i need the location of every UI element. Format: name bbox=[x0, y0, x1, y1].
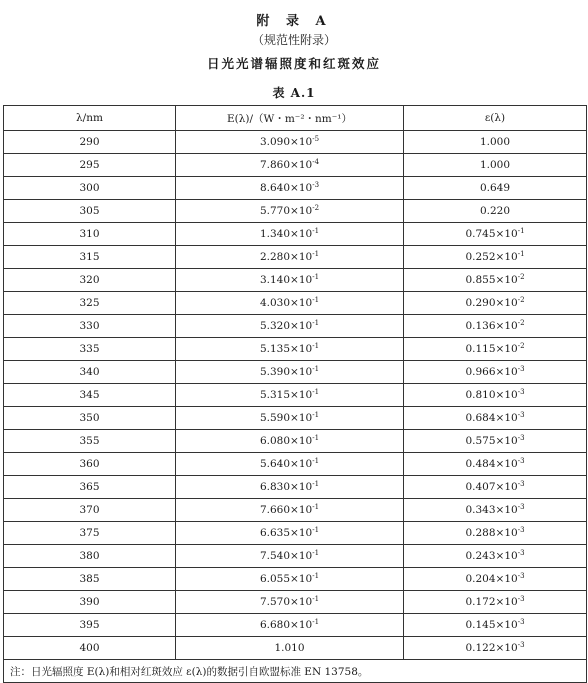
cell-erythema bbox=[404, 637, 587, 660]
table-row bbox=[4, 223, 587, 246]
mantissa: 7.860 bbox=[259, 159, 291, 171]
cell-irradiance bbox=[176, 568, 404, 591]
mantissa: 0.172 bbox=[465, 596, 496, 608]
exponent: -1 bbox=[312, 227, 320, 235]
exponent: -1 bbox=[517, 227, 525, 235]
col-header-irradiance: E(λ)/（W・m⁻²・nm⁻¹） bbox=[176, 106, 404, 131]
exponent: -1 bbox=[312, 434, 320, 442]
mantissa: 0.122 bbox=[465, 642, 496, 654]
table-row bbox=[4, 407, 587, 430]
spectral-table bbox=[3, 105, 587, 683]
times-ten: ×10 bbox=[495, 389, 518, 401]
times-ten: ×10 bbox=[290, 228, 313, 240]
times-ten: ×10 bbox=[495, 274, 518, 286]
mantissa: 5.315 bbox=[259, 389, 291, 401]
cell-lambda: 300 bbox=[4, 177, 176, 200]
table-row bbox=[4, 522, 587, 545]
times-ten: ×10 bbox=[290, 619, 313, 631]
cell-irradiance bbox=[176, 269, 404, 292]
mantissa: 0.288 bbox=[465, 527, 496, 539]
times-ten: ×10 bbox=[290, 182, 313, 194]
cell-irradiance bbox=[176, 338, 404, 361]
table-row bbox=[4, 476, 587, 499]
exponent: -3 bbox=[517, 618, 525, 626]
exponent: -3 bbox=[517, 503, 525, 511]
cell-irradiance bbox=[176, 315, 404, 338]
cell-lambda: 310 bbox=[4, 223, 176, 246]
exponent: -3 bbox=[517, 549, 525, 557]
times-ten: ×10 bbox=[290, 596, 313, 608]
exponent: -3 bbox=[517, 411, 525, 419]
exponent: -3 bbox=[517, 480, 525, 488]
times-ten: ×10 bbox=[290, 320, 313, 332]
exponent: -3 bbox=[517, 641, 525, 649]
times-ten: ×10 bbox=[290, 458, 313, 470]
cell-erythema bbox=[404, 545, 587, 568]
mantissa: 1.000 bbox=[479, 159, 511, 171]
cell-irradiance bbox=[176, 499, 404, 522]
appendix-type: （规范性附录） bbox=[251, 33, 336, 47]
mantissa: 0.145 bbox=[465, 619, 496, 631]
mantissa: 5.770 bbox=[259, 205, 291, 217]
exponent: -1 bbox=[312, 480, 320, 488]
mantissa: 5.640 bbox=[259, 458, 291, 470]
times-ten: ×10 bbox=[290, 481, 313, 493]
times-ten: ×10 bbox=[495, 527, 518, 539]
times-ten: ×10 bbox=[290, 504, 313, 516]
exponent: -1 bbox=[312, 296, 320, 304]
exponent: -3 bbox=[517, 457, 525, 465]
cell-irradiance bbox=[176, 545, 404, 568]
exponent: -1 bbox=[312, 319, 320, 327]
cell-lambda: 325 bbox=[4, 292, 176, 315]
exponent: -3 bbox=[517, 365, 525, 373]
cell-irradiance bbox=[176, 384, 404, 407]
times-ten: ×10 bbox=[495, 596, 518, 608]
cell-irradiance bbox=[176, 614, 404, 637]
mantissa: 3.140 bbox=[259, 274, 291, 286]
times-ten: ×10 bbox=[290, 550, 313, 562]
mantissa: 0.575 bbox=[465, 435, 496, 447]
times-ten: ×10 bbox=[495, 228, 518, 240]
cell-irradiance bbox=[176, 200, 404, 223]
mantissa: 6.680 bbox=[259, 619, 291, 631]
cell-erythema bbox=[404, 177, 587, 200]
cell-erythema bbox=[404, 591, 587, 614]
col-header-lambda: λ/nm bbox=[4, 106, 176, 131]
times-ten: ×10 bbox=[495, 642, 518, 654]
table-row bbox=[4, 200, 587, 223]
cell-irradiance bbox=[176, 361, 404, 384]
table-caption: 表 A.1 bbox=[272, 86, 316, 100]
exponent: -1 bbox=[312, 342, 320, 350]
table-note: 注：日光辐照度 E(λ)和相对红斑效应 ε(λ)的数据引自欧盟标准 EN 13758。 bbox=[4, 660, 587, 683]
table-row bbox=[4, 292, 587, 315]
cell-lambda: 395 bbox=[4, 614, 176, 637]
exponent: -5 bbox=[312, 135, 320, 143]
col-header-erythema: ε(λ) bbox=[404, 106, 587, 131]
mantissa: 0.966 bbox=[465, 366, 496, 378]
times-ten: ×10 bbox=[495, 619, 518, 631]
table-row bbox=[4, 361, 587, 384]
table-row bbox=[4, 131, 587, 154]
mantissa: 0.810 bbox=[465, 389, 496, 401]
exponent: -1 bbox=[312, 526, 320, 534]
cell-erythema bbox=[404, 246, 587, 269]
cell-lambda: 380 bbox=[4, 545, 176, 568]
times-ten: ×10 bbox=[290, 389, 313, 401]
mantissa: 1.010 bbox=[274, 642, 305, 654]
cell-erythema bbox=[404, 568, 587, 591]
cell-lambda: 305 bbox=[4, 200, 176, 223]
times-ten: ×10 bbox=[290, 412, 313, 424]
cell-erythema bbox=[404, 131, 587, 154]
mantissa: 6.080 bbox=[259, 435, 291, 447]
cell-lambda: 320 bbox=[4, 269, 176, 292]
exponent: -1 bbox=[312, 411, 320, 419]
mantissa: 7.540 bbox=[259, 550, 291, 562]
cell-lambda: 360 bbox=[4, 453, 176, 476]
cell-lambda: 340 bbox=[4, 361, 176, 384]
mantissa: 0.136 bbox=[465, 320, 496, 332]
table-row bbox=[4, 246, 587, 269]
exponent: -2 bbox=[517, 319, 525, 327]
exponent: -1 bbox=[312, 503, 320, 511]
cell-erythema bbox=[404, 407, 587, 430]
times-ten: ×10 bbox=[495, 458, 518, 470]
cell-erythema bbox=[404, 223, 587, 246]
exponent: -1 bbox=[312, 273, 320, 281]
table-header-row bbox=[4, 106, 587, 131]
exponent: -1 bbox=[312, 365, 320, 373]
cell-erythema bbox=[404, 315, 587, 338]
exponent: -3 bbox=[517, 572, 525, 580]
cell-irradiance bbox=[176, 131, 404, 154]
cell-irradiance bbox=[176, 407, 404, 430]
times-ten: ×10 bbox=[290, 205, 313, 217]
mantissa: 6.055 bbox=[259, 573, 291, 585]
cell-irradiance bbox=[176, 154, 404, 177]
exponent: -1 bbox=[312, 457, 320, 465]
exponent: -2 bbox=[517, 273, 525, 281]
table-row bbox=[4, 338, 587, 361]
cell-erythema bbox=[404, 614, 587, 637]
exponent: -1 bbox=[517, 250, 525, 258]
mantissa: 0.290 bbox=[465, 297, 496, 309]
cell-erythema bbox=[404, 499, 587, 522]
mantissa: 3.090 bbox=[259, 136, 291, 148]
mantissa: 0.407 bbox=[465, 481, 496, 493]
cell-erythema bbox=[404, 292, 587, 315]
cell-lambda: 390 bbox=[4, 591, 176, 614]
cell-erythema bbox=[404, 453, 587, 476]
mantissa: 0.343 bbox=[465, 504, 496, 516]
table-row bbox=[4, 154, 587, 177]
exponent: -2 bbox=[517, 296, 525, 304]
mantissa: 4.030 bbox=[259, 297, 291, 309]
table-row bbox=[4, 545, 587, 568]
cell-lambda: 375 bbox=[4, 522, 176, 545]
mantissa: 8.640 bbox=[259, 182, 291, 194]
exponent: -3 bbox=[517, 595, 525, 603]
mantissa: 6.635 bbox=[259, 527, 291, 539]
mantissa: 0.649 bbox=[479, 182, 511, 194]
mantissa: 0.220 bbox=[479, 205, 511, 217]
table-row bbox=[4, 315, 587, 338]
table-row bbox=[4, 269, 587, 292]
table-row bbox=[4, 177, 587, 200]
times-ten: ×10 bbox=[290, 435, 313, 447]
exponent: -1 bbox=[312, 572, 320, 580]
exponent: -3 bbox=[312, 181, 320, 189]
exponent: -4 bbox=[312, 158, 320, 166]
exponent: -1 bbox=[312, 388, 320, 396]
cell-erythema bbox=[404, 476, 587, 499]
cell-erythema bbox=[404, 361, 587, 384]
cell-irradiance bbox=[176, 476, 404, 499]
exponent: -1 bbox=[312, 618, 320, 626]
cell-erythema bbox=[404, 384, 587, 407]
table-row bbox=[4, 637, 587, 660]
cell-lambda: 370 bbox=[4, 499, 176, 522]
times-ten: ×10 bbox=[495, 320, 518, 332]
times-ten: ×10 bbox=[495, 504, 518, 516]
mantissa: 1.340 bbox=[259, 228, 291, 240]
times-ten: ×10 bbox=[495, 366, 518, 378]
mantissa: 5.590 bbox=[259, 412, 291, 424]
exponent: -3 bbox=[517, 434, 525, 442]
table-row bbox=[4, 430, 587, 453]
times-ten: ×10 bbox=[290, 251, 313, 263]
cell-erythema bbox=[404, 200, 587, 223]
times-ten: ×10 bbox=[495, 251, 518, 263]
mantissa: 5.135 bbox=[259, 343, 291, 355]
cell-lambda: 290 bbox=[4, 131, 176, 154]
cell-irradiance bbox=[176, 177, 404, 200]
mantissa: 0.684 bbox=[465, 412, 496, 424]
cell-erythema bbox=[404, 338, 587, 361]
times-ten: ×10 bbox=[290, 573, 313, 585]
times-ten: ×10 bbox=[495, 573, 518, 585]
times-ten: ×10 bbox=[495, 481, 518, 493]
cell-lambda: 295 bbox=[4, 154, 176, 177]
table-row bbox=[4, 614, 587, 637]
cell-lambda: 315 bbox=[4, 246, 176, 269]
cell-lambda: 385 bbox=[4, 568, 176, 591]
times-ten: ×10 bbox=[495, 343, 518, 355]
cell-erythema bbox=[404, 522, 587, 545]
times-ten: ×10 bbox=[495, 550, 518, 562]
cell-irradiance bbox=[176, 453, 404, 476]
mantissa: 2.280 bbox=[259, 251, 291, 263]
times-ten: ×10 bbox=[290, 343, 313, 355]
cell-irradiance bbox=[176, 292, 404, 315]
exponent: -2 bbox=[312, 204, 320, 212]
times-ten: ×10 bbox=[290, 136, 313, 148]
cell-lambda: 355 bbox=[4, 430, 176, 453]
table-row bbox=[4, 568, 587, 591]
exponent: -2 bbox=[517, 342, 525, 350]
exponent: -1 bbox=[312, 549, 320, 557]
table-row bbox=[4, 499, 587, 522]
times-ten: ×10 bbox=[290, 274, 313, 286]
mantissa: 0.243 bbox=[465, 550, 496, 562]
appendix-heading: 附 录 A bbox=[256, 14, 332, 29]
mantissa: 6.830 bbox=[259, 481, 291, 493]
times-ten: ×10 bbox=[290, 527, 313, 539]
mantissa: 0.252 bbox=[465, 251, 496, 263]
exponent: -1 bbox=[312, 595, 320, 603]
mantissa: 1.000 bbox=[479, 136, 511, 148]
cell-erythema bbox=[404, 430, 587, 453]
appendix-title: 日光光谱辐照度和红斑效应 bbox=[206, 56, 381, 71]
cell-irradiance bbox=[176, 430, 404, 453]
mantissa: 0.855 bbox=[465, 274, 496, 286]
cell-irradiance bbox=[176, 522, 404, 545]
mantissa: 0.745 bbox=[465, 228, 496, 240]
cell-lambda: 400 bbox=[4, 637, 176, 660]
mantissa: 5.390 bbox=[259, 366, 291, 378]
cell-lambda: 345 bbox=[4, 384, 176, 407]
table-note-row bbox=[4, 660, 587, 683]
cell-erythema bbox=[404, 269, 587, 292]
times-ten: ×10 bbox=[290, 366, 313, 378]
mantissa: 5.320 bbox=[259, 320, 291, 332]
mantissa: 0.204 bbox=[465, 573, 496, 585]
exponent: -1 bbox=[312, 250, 320, 258]
times-ten: ×10 bbox=[495, 435, 518, 447]
exponent: -3 bbox=[517, 526, 525, 534]
cell-lambda: 365 bbox=[4, 476, 176, 499]
cell-irradiance bbox=[176, 591, 404, 614]
mantissa: 7.660 bbox=[259, 504, 291, 516]
cell-lambda: 335 bbox=[4, 338, 176, 361]
times-ten: ×10 bbox=[495, 412, 518, 424]
table-body bbox=[4, 131, 587, 660]
cell-irradiance bbox=[176, 637, 404, 660]
table-row bbox=[4, 384, 587, 407]
table-row bbox=[4, 591, 587, 614]
times-ten: ×10 bbox=[290, 159, 313, 171]
cell-lambda: 350 bbox=[4, 407, 176, 430]
cell-irradiance bbox=[176, 223, 404, 246]
mantissa: 7.570 bbox=[259, 596, 291, 608]
times-ten: ×10 bbox=[290, 297, 313, 309]
cell-lambda: 330 bbox=[4, 315, 176, 338]
cell-irradiance bbox=[176, 246, 404, 269]
exponent: -3 bbox=[517, 388, 525, 396]
mantissa: 0.484 bbox=[465, 458, 496, 470]
table-row bbox=[4, 453, 587, 476]
mantissa: 0.115 bbox=[465, 343, 496, 355]
times-ten: ×10 bbox=[495, 297, 518, 309]
cell-erythema bbox=[404, 154, 587, 177]
